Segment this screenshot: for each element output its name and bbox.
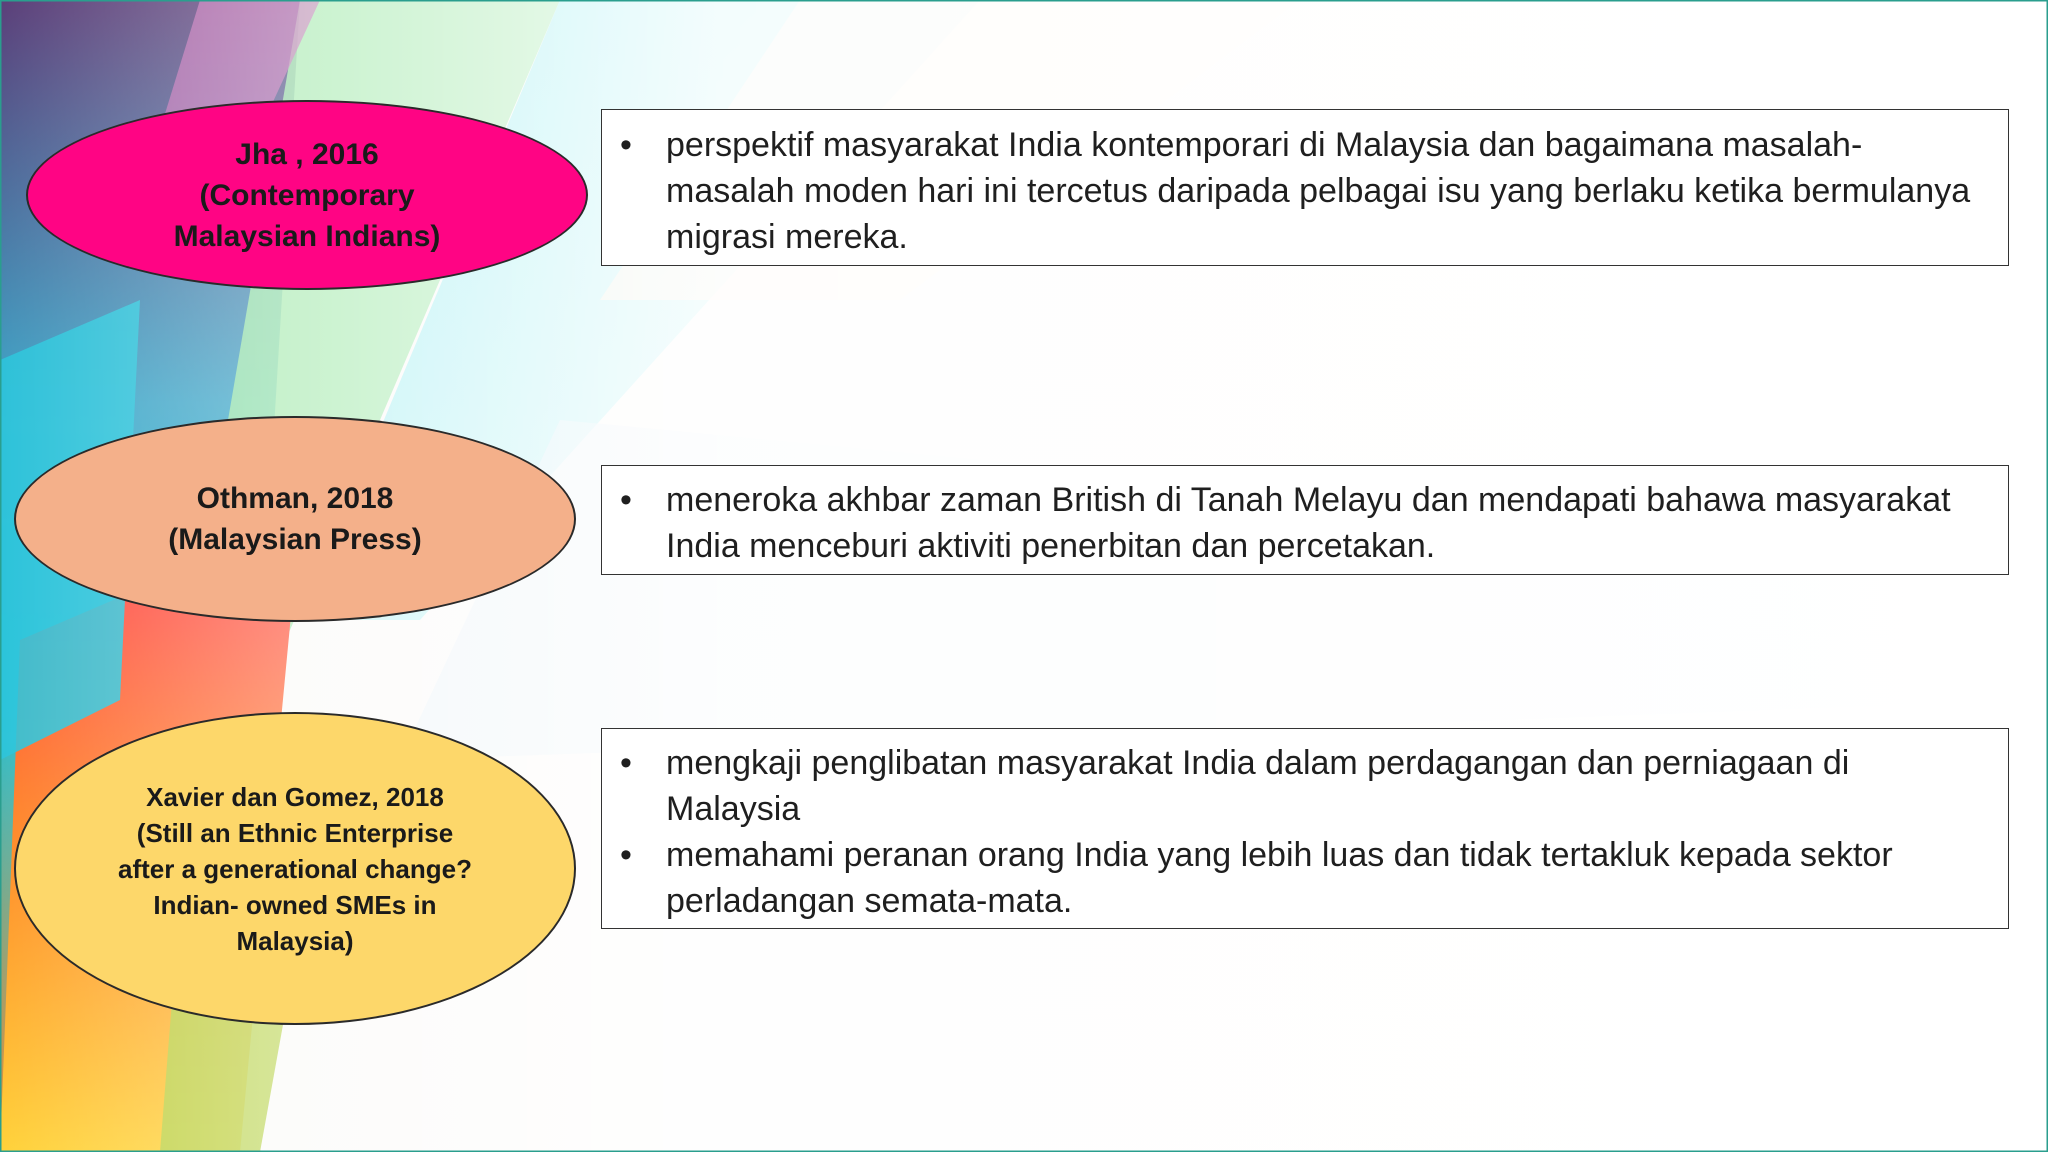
bullet-icon: • [620, 744, 632, 782]
study-citation-othman [14, 416, 576, 622]
citation-line: Jha , 2016 [235, 137, 379, 171]
bullet-text: mengkaji penglibatan masyarakat India dalam perdagangan dan perniagaan di Malaysia [666, 744, 1850, 828]
citation-line: Xavier dan Gomez, 2018 [146, 781, 444, 812]
study-summary-jha [601, 109, 2009, 266]
study-summary-xavier-gomez [601, 728, 2009, 929]
citation-line: (Still an Ethnic Enterprise [136, 817, 454, 848]
bullet-point [620, 477, 1988, 569]
bullet-icon: • [620, 836, 632, 874]
bullet-text: perspektif masyarakat India kontemporari di Malaysia dan bagaimana masalah-masalah moden hari ini tercetus daripada pelbagai isu yang berlaku ketika bermulanya migrasi mereka. [666, 126, 1971, 256]
citation-line: Indian- owned SMEs in [153, 889, 437, 920]
study-citation-xavier-gomez [14, 712, 576, 1025]
bullet-point [620, 832, 1988, 924]
study-citation-jha [26, 100, 588, 290]
bullet-text: memahami peranan orang India yang lebih luas dan tidak tertakluk kepada sektor perladangan semata-mata. [666, 836, 1893, 920]
bullet-icon: • [620, 126, 632, 164]
citation-line: Malaysia) [236, 925, 354, 956]
citation-line: after a generational change? [118, 853, 472, 884]
citation-line: Othman, 2018 [196, 482, 394, 515]
bullet-text: meneroka akhbar zaman British di Tanah Melayu dan mendapati bahawa masyarakat India menceburi aktiviti penerbitan dan percetakan. [666, 481, 1951, 565]
citation-line: (Malaysian Press) [168, 523, 422, 556]
bullet-point [620, 740, 1988, 832]
bullet-point [620, 122, 1988, 260]
study-summary-othman [601, 465, 2009, 575]
citation-line: (Contemporary [199, 178, 415, 212]
citation-line: Malaysian Indians) [173, 219, 441, 253]
bullet-icon: • [620, 481, 632, 519]
